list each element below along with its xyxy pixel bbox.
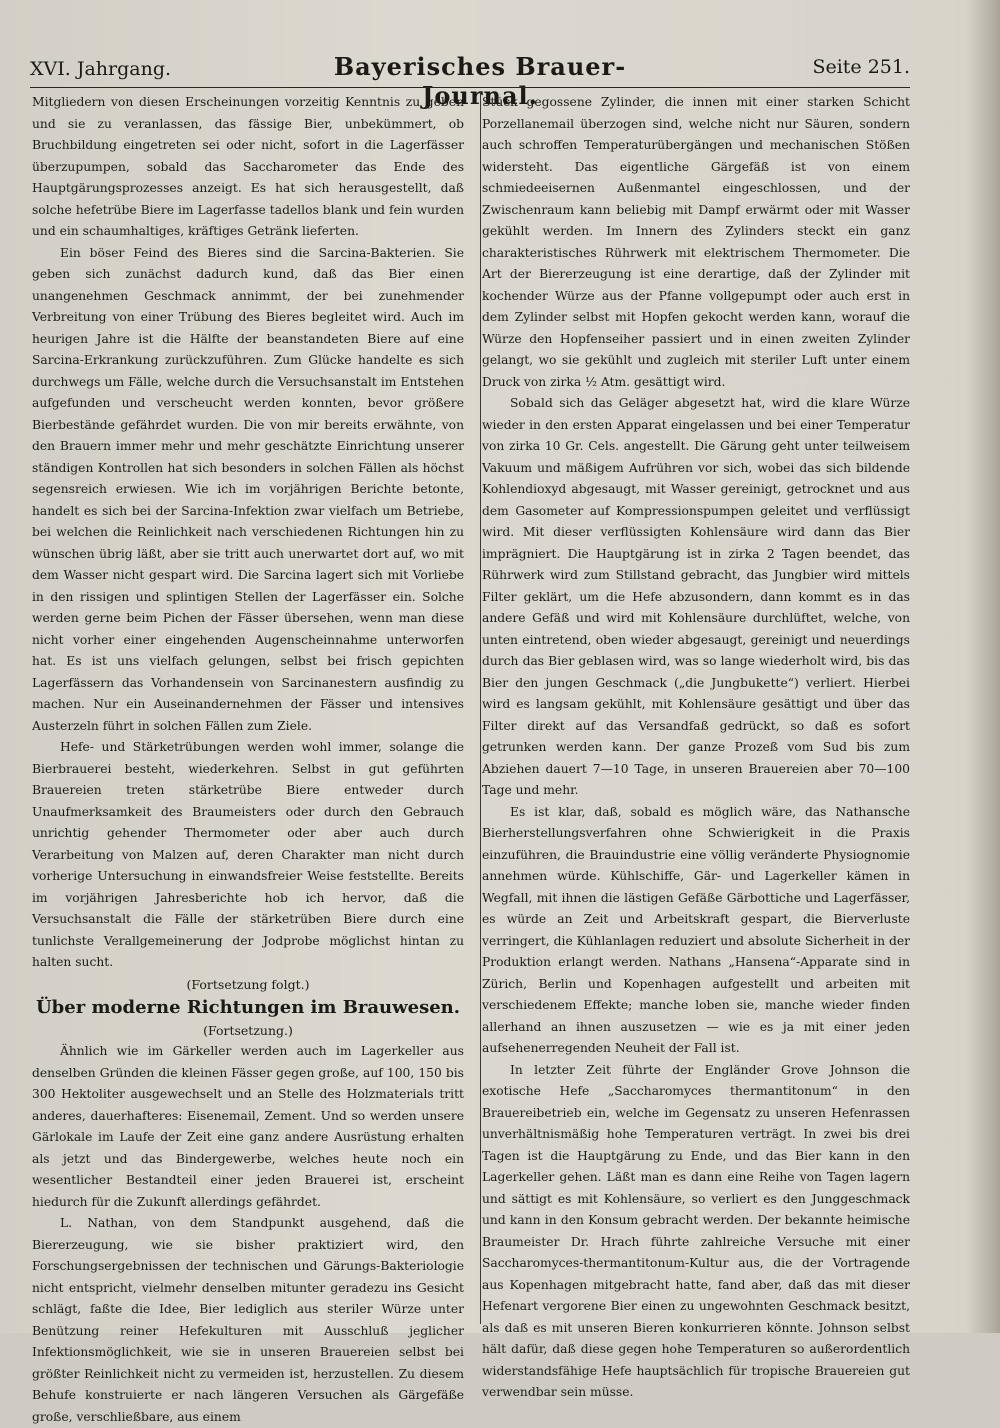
- page-header: [30, 52, 910, 110]
- article-title: Über moderne Richtungen im Brauwesen.: [35, 997, 461, 1018]
- page-number: Seite 251.: [812, 56, 910, 78]
- paragraph: Hefe- und Stärketrübungen werden wohl immer, solange die Bierbrauerei besteht, wiederkehren. Selbst in gut geführten Brauereien treten stärketrübe Biere entweder durch Unaufmerksamkeit des Braumeisters oder durch den Gebrauch unrichtig gehender Thermometer oder aber auch durch Verarbeitung von Malzen auf, deren Charakter man nicht durch vorherige Untersuchung in einwandsfreier Weise feststellte. Bereits im vorjährigen Jahresberichte hob ich hervor, daß die Versuchsanstalt die Fälle der stärketrüben Biere durch eine tunlichste Verallgemeinerung der Jodprobe möglichst hintan zu halten sucht.: [32, 740, 464, 969]
- paragraph: Ein böser Feind des Bieres sind die Sarcina-Bakterien. Sie geben sich zunächst dadurch kund, daß das Bier einen unangenehmen Geschmack annimmt, der bei zunehmender Verbreitung von einer Trübung des Bieres begleitet wird. Auch im heurigen Jahre ist die Hälfte der beanstandeten Biere auf eine Sarcina-Erkrankung zurückzuführen. Zum Glücke handelte es sich durchwegs um Fälle, welche durch die Versuchsanstalt im Entstehen aufgefunden und verscheucht werden konnten, bevor größere Bierbestände gefährdet wurden. Die von mir bereits erwähnte, von den Brauern immer mehr und mehr geschätzte Einrichtung unserer ständigen Kontrollen hat sich besonders in solchen Fällen als höchst segensreich erwiesen. Wie ich im vorjährigen Berichte betonte, handelt es sich bei der Sarcina-Infektion zwar vielfach um Betriebe, bei welchen die Reinlichkeit nach verschiedenen Richtungen hin zu wünschen übrig läßt, aber sie tritt auch unerwartet dort auf, wo mit dem Wasser nicht gespart wird. Die Sarcina lagert sich mit Vorliebe in den rissigen und splintigen Stellen der Lagerfässer ein. Solche werden gerne beim Pichen der Fässer übersehen, wenn man diese nicht vorher einer eingehenden Augenscheinnahme unterworfen hat. Es ist uns vielfach gelungen, selbst bei frisch gepichten Lagerfässern das Vorhandensein von Sarcinanestern ausfindig zu machen. Nur ein Auseinandernehmen der Fässer und intensives Austerzeln führt in solchen Fällen zum Ziele.: [32, 245, 464, 733]
- paragraph: In letzter Zeit führte der Engländer Grove Johnson die exotische Hefe „Saccharomyces thermantitonum“ in den Brauereibetrieb ein, welche im Gegensatz zu unseren Hefenrassen unverhältnismäßig hohe Temperaturen verträgt. In zwei bis drei Tagen ist die Hauptgärung zu Ende, und das Bier kann in den Lagerkeller gehen. Läßt man es dann eine Reihe von Tagen lagern und sättigt es mit Kohlensäure, so verliert es den Junggeschmack und kann in den Konsum gebracht werden. Der bekannte heimische Braumeister Dr. Hrach führte zahlreiche Versuche mit einer Saccharomyces-thermantitonum-Kultur aus, die der Vortragende aus Kopenhagen mitgebracht hatte, fand aber, daß das mit dieser Hefenart vergorene Bier einen zu ungewohnten Geschmack besitzt, als daß es mit unseren Bieren konkurrieren könnte. Johnson selbst hält dafür, daß diese gegen hohe Temperaturen so außerordentlich widerstandsfähige Hefe hauptsächlich für tropische Brauereien gut verwendbar sein müsse.: [482, 1062, 910, 1399]
- header-rule: [30, 87, 910, 88]
- paragraph: Sobald sich das Geläger abgesetzt hat, wird die klare Würze wieder in den ersten Apparat eingelassen und bei einer Temperatur von zirka 10 Gr. Cels. angestellt. Die Gärung geht unter teilweisem Vakuum und mäßigem Aufrühren vor sich, wobei das sich bildende Kohlendioxyd abgesaugt, mit Wasser gereinigt, getrocknet und aus dem Gasometer auf Kompressionspumpen geleitet und verflüssigt wird. Mit dieser verflüssigten Kohlensäure wird dann das Bier imprägniert. Die Hauptgärung ist in zirka 2 Tagen beendet, das Rührwerk wird zum Stillstand gebracht, das Jungbier wird mittels Filter geklärt, um die Hefe abzusondern, dann kommt es in das andere Gefäß und wird mit Kohlensäure durchlüftet, welche, von unten eintretend, oben wieder abgesaugt, gereinigt und neuerdings durch das Bier geblasen wird, was so lange wiederholt wird, bis das Bier den jungen Geschmack („die Jungbukette“) verliert. Hierbei wird es langsam gekühlt, mit Kohlensäure gesättigt und über das Filter direkt auf das Versandfaß gedrückt, so daß es sofort getrunken werden kann. Der ganze Prozeß vom Sud bis zum Abziehen dauert 7—10 Tage, in unseren Brauereien aber 70—100 Tage und mehr.: [482, 396, 910, 797]
- journal-title: Bayerisches Brauer-Journal.: [333, 52, 627, 110]
- paragraph: Stück gegossene Zylinder, die innen mit einer starken Schicht Porzellanemail überzogen sind, welche nicht nur Säuren, sondern auch schroffen Temperaturübergängen und mechanischen Stößen widersteht. Das eigentliche Gärgefäß ist von einem schmiedeeisernen Außenmantel eingeschlossen, und der Zwischenraum kann beliebig mit Dampf erwärmt oder mit Wasser gekühlt werden. Im Innern des Zylinders steckt ein ganz charakteristisches Rührwerk mit elektrischem Thermometer. Die Art der Biererzeugung ist eine derartige, daß der Zylinder mit kochender Würze aus der Pfanne vollgepumpt oder auch erst in dem Zylinder selbst mit Hopfen gekocht werden kann, worauf die Würze den Hopfenseiher passiert und in einen zweiten Zylinder gelangt, wo sie gekühlt und zugleich mit steriler Luft unter einem Druck von zirka ½ Atm. gesättigt wird.: [482, 95, 910, 389]
- continued-note: (Fortsetzung folgt.): [186, 976, 310, 992]
- paragraph: Mitgliedern von diesen Erscheinungen vorzeitig Kenntnis zu geben und sie zu veranlassen, das fässige Bier, unbekümmert, ob Bruchbildung eingetreten sei oder nicht, sofort in die Lagerfässer überzupumpen, sobald das Saccharometer das Ende des Hauptgärungsprozesses anzeigt. Es hat sich herausgestellt, daß solche hefetrübe Biere im Lagerfasse tadellos blank und fein wurden und ein schaumhaltiges, kräftiges Getränk lieferten.: [32, 95, 464, 238]
- page-edge-shadow: [966, 0, 1000, 1333]
- paragraph: Ähnlich wie im Gärkeller werden auch im Lagerkeller aus denselben Gründen die kleinen Fässer gegen große, auf 100, 150 bis 300 Hektoliter ausgewechselt und an Stelle des Holzmaterials tritt anderes, dauerhafteres: Eisenemail, Zement. Und so werden unsere Gärlokale im Laufe der Zeit eine ganz andere Ausrüstung erhalten als jetzt und das Bindergewerbe, welches heute noch ein wesentlicher Bestandteil einer jeden Brauerei ist, erscheint hiedurch für die Zukunft allerdings gefährdet.: [32, 1044, 464, 1209]
- article-subtitle: (Fortsetzung.): [203, 1023, 293, 1038]
- volume-label: XVI. Jahrgang.: [30, 58, 172, 80]
- left-column: [32, 92, 464, 1428]
- column-divider: [480, 92, 481, 1324]
- paragraph: Es ist klar, daß, sobald es möglich wäre, das Nathansche Bierherstellungsverfahren ohne Schwierigkeit in die Praxis einzuführen, die Brauindustrie eine völlig veränderte Physiognomie annehmen würde. Kühlschiffe, Gär- und Lagerkeller kämen in Wegfall, mit ihnen die lästigen Gefäße Gärbottiche und Lagerfässer, es würde an Zeit und Arbeitskraft gespart, die Bierverluste verringert, die Kühlanlagen reduziert und absolute Sicherheit in der Produktion erlangt werden. Nathans „Hansena“-Apparate sind in Zürich, Berlin und Kopenhagen aufgestellt und arbeiten mit verschiedenem Effekte; manche loben sie, manche wieder finden allerhand an ihnen auszusetzen — wie es ja mit einer jeden aufsehenerregenden Neuheit der Fall ist.: [482, 804, 910, 1055]
- paragraph: L. Nathan, von dem Standpunkt ausgehend, daß die Biererzeugung, wie sie bisher praktiziert wird, den Forschungsergebnissen der technischen und Gärungs-Bakteriologie nicht entspricht, vielmehr denselben mitunter geradezu ins Gesicht schlägt, faßte die Idee, Bier lediglich aus steriler Würze unter Benützung reiner Hefekulturen mit Ausschluß jeglicher Infektionsmöglichkeit, wie sie in unseren Brauereien selbst bei größter Reinlichkeit nicht zu vermeiden ist, herzustellen. Zu diesem Behufe konstruierte er nach längeren Versuchen als Gärgefäße große, verschließbare, aus einem: [32, 1216, 464, 1424]
- right-column: [482, 92, 910, 1404]
